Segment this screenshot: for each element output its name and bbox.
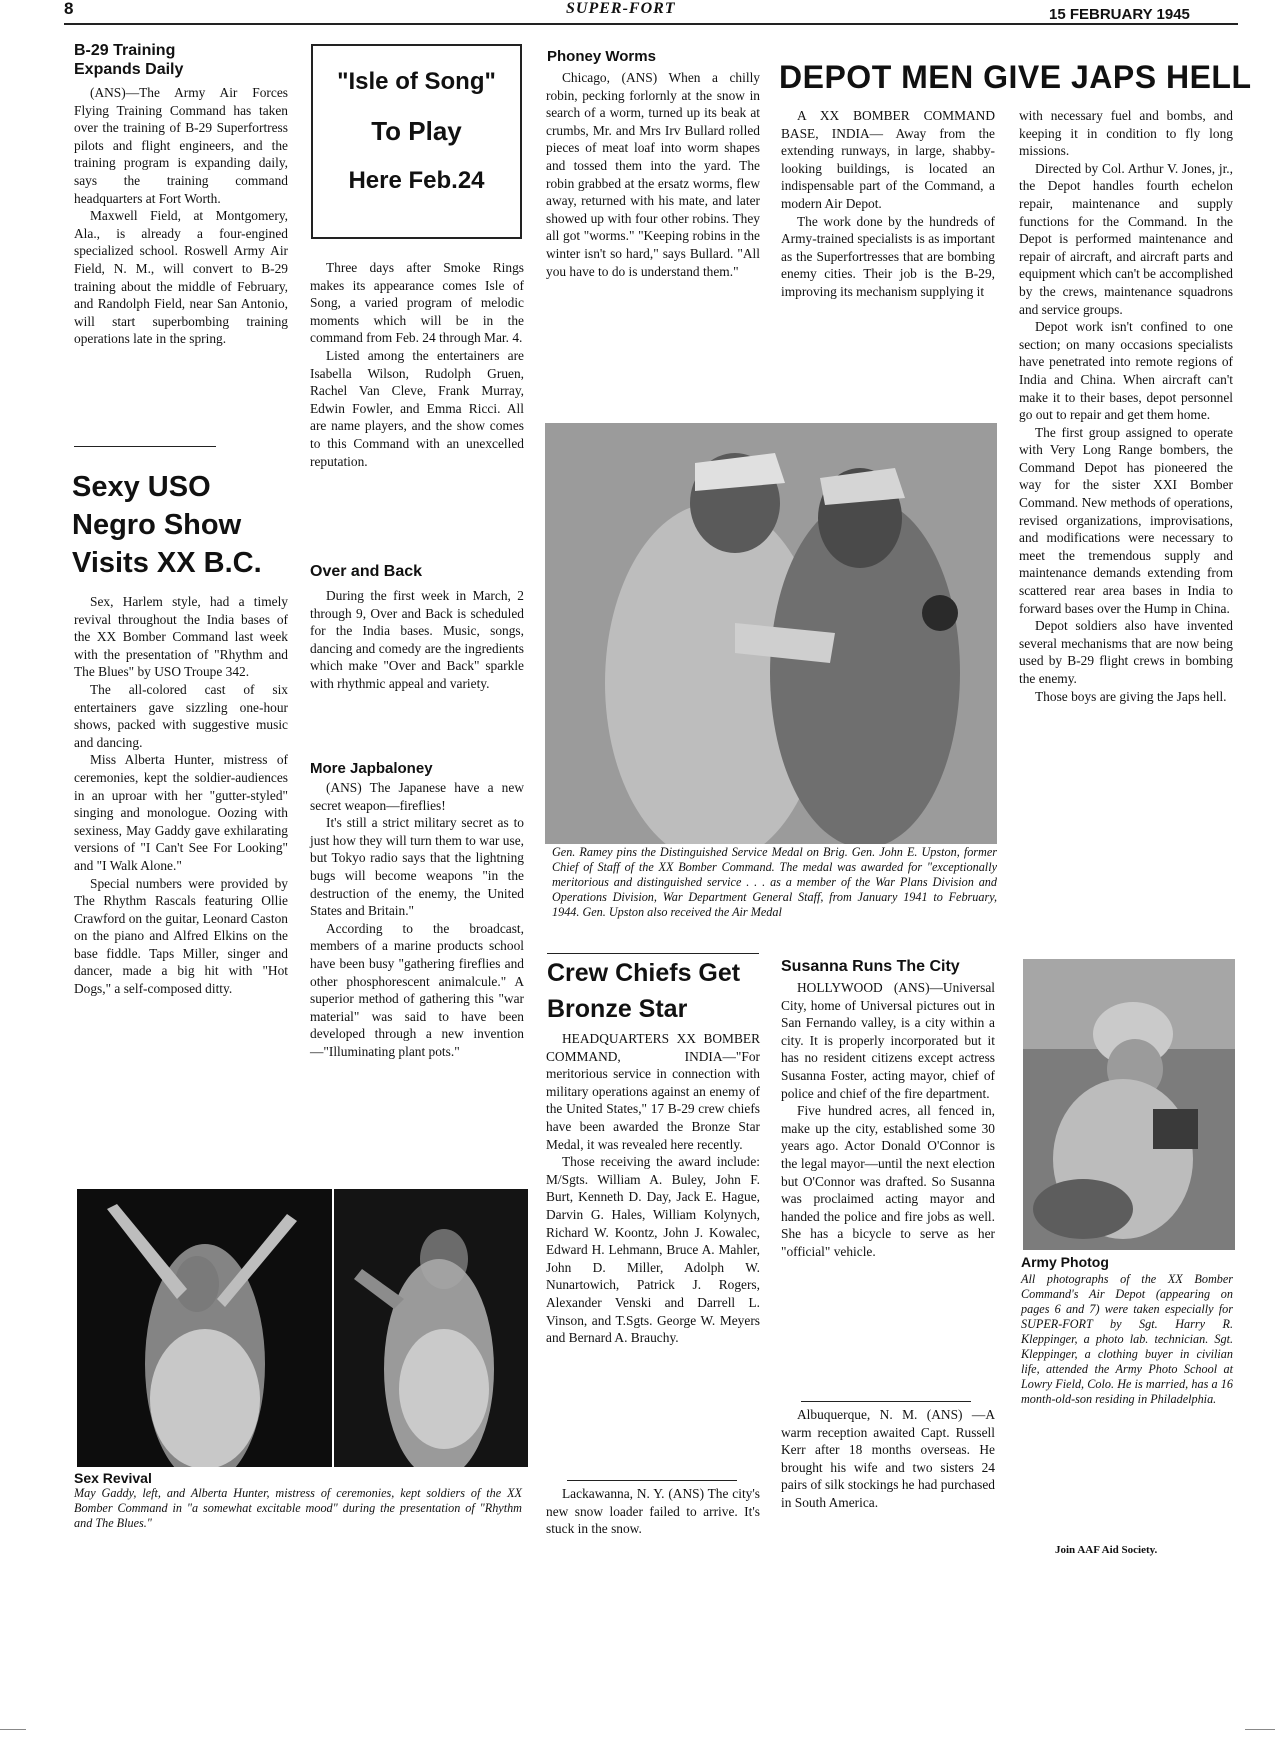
b29-article	[74, 84, 288, 348]
army-photog-caption: All photographs of the XX Bomber Command's Air Depot (appearing on pages 6 and 7) were taken especially for SUPER-FORT by Sgt. Harry R. Kleppinger, a photo lab. technician. Sgt. Kleppinger, a clothing buyer in civilian life, attended the Army Photo School at Lowry Field, Colo. He is married, has a 16 month-old-son residing in Philadelphia.	[1021, 1272, 1233, 1406]
depot-article-col2	[1019, 107, 1233, 705]
over-back-article	[310, 587, 524, 693]
paragraph: Directed by Col. Arthur V. Jones, jr., the Depot handles fourth echelon repair, maintenance and supply functions for the Command. In the Depot is performed maintenance and repair of aircraft, and aircraft parts and equipment which can't be accomplished by the crews, maintenance squadrons and service groups.	[1019, 160, 1233, 317]
paragraph: Five hundred acres, all fenced in, make up the city, established some 30 years ago. Actor Donald O'Connor is the legal mayor—until the next election but O'Connor was drafted. So Susanna was proclaimed acting mayor and handed the police and fire jobs as well. She has a bicycle to serve as her "official" vehicle.	[781, 1103, 995, 1259]
uso-article	[74, 593, 288, 998]
masthead-rule	[64, 23, 1238, 25]
box-line: "Isle of Song"	[337, 68, 496, 95]
paragraph: HEADQUARTERS XX BOMBER COMMAND, INDIA—"For meritorious service in connection with military operations against an enemy of the United States," 17 B-29 crew chiefs have been awarded the Bronze Star Medal, it was revealed here recently.	[546, 1031, 760, 1152]
paragraph: Three days after Smoke Rings makes its appearance comes Isle of Song, a varied program of melodic moments which will be in the command from Feb. 24 through Mar. 4.	[310, 260, 524, 346]
edge-mark	[1245, 1729, 1275, 1730]
paragraph: Those receiving the award include: M/Sgts. William A. Buley, John F. Burt, Kenneth D. Day, Jack E. Hague, Darvin G. Hales, William Kolynych, Richard W. Koontz, John J. Kowalec, Edward H. Lehmann, Bruce A. Mahler, John D. Miller, Adolph W. Nunartowich, Patrick J. Rogers, Alexander Venski and Darrell L. Vinson, and T.Sgts. George W. Meyers and Bernard A. Brauchy.	[546, 1154, 760, 1346]
column-rule	[567, 1480, 737, 1481]
paragraph: A XX BOMBER COMMAND BASE, INDIA— Away from the extending runways, in large, shabby-looking buildings, is located an indispensable part of the Command, a modern Air Depot.	[781, 108, 995, 211]
photo-army-photog	[1023, 959, 1235, 1250]
box-line: To Play	[371, 116, 462, 146]
lackawanna-article	[546, 1485, 760, 1538]
paragraph: Albuquerque, N. M. (ANS) —A warm reception awaited Capt. Russell Kerr after 18 months overseas. He brought his wife and two sisters 24 pairs of silk stockings he had purchased in South America.	[781, 1407, 995, 1510]
column-rule	[74, 446, 216, 447]
issue-date: 15 FEBRUARY 1945	[1049, 6, 1190, 23]
paragraph: Listed among the entertainers are Isabella Wilson, Rudolph Gruen, Rachel Van Cleve, Frank Murray, Edwin Fowler, and Emma Ricci. All are name players, and the show comes to this Command with an unexcelled reputation.	[310, 347, 524, 469]
crew-article	[546, 1030, 760, 1347]
susanna-headline: Susanna Runs The City	[781, 958, 960, 975]
paragraph: The all-colored cast of six entertainers gave sizzling one-hour shows, packed with suggestive music and dancing.	[74, 681, 288, 750]
photo-ramey-medal	[545, 423, 997, 844]
isle-article	[310, 259, 524, 470]
photo-alberta-hunter	[334, 1189, 528, 1467]
paper-name: SUPER-FORT	[566, 0, 676, 17]
sex-revival-title: Sex Revival	[74, 1470, 152, 1486]
paragraph: Chicago, (ANS) When a chilly robin, pecking forlornly at the snow in search of a worm, turned up its beak at crumbs, Mr. and Mrs Irv Bullard rolled pieces of meat loaf into worm shapes and tossed them into the yard. The robin grabbed at the ersatz worms, flew away, returned with his mate, and later showed up with four other robins. They all got "worms." "Keeping robins in the winter isn't so hard," says Bullard. "All you have to do is understand them."	[546, 70, 760, 279]
phoney-headline: Phoney Worms	[547, 48, 656, 65]
paragraph: Those boys are giving the Japs hell.	[1035, 688, 1227, 704]
footer-note: Join AAF Aid Society.	[1055, 1544, 1158, 1556]
paragraph: Lackawanna, N. Y. (ANS) The city's new snow loader failed to arrive. It's stuck in the snow.	[546, 1486, 760, 1537]
ramey-caption: Gen. Ramey pins the Distinguished Service Medal on Brig. Gen. John E. Upston, former Chief of Staff of the XX Bomber Command. The medal was awarded for "exceptionally meritorious and distinguished service . . . as a member of the War Plans Division and Operations Division, War Department General Staff, from January 1941 to February, 1944. Gen. Upston also received the Air Medal	[552, 845, 997, 919]
paragraph: Maxwell Field, at Montgomery, Ala., is already a four-engined specialized school. Roswell Army Air Field, N. M., will convert to B-29 training about the middle of February, and Randolph Field, near San Antonio, will start superbombing training operations late in the spring.	[74, 208, 288, 347]
column-rule	[801, 1401, 971, 1402]
paragraph: Special numbers were provided by The Rhythm Rascals featuring Ollie Crawford on the guitar, Leonard Caston on the piano and Alfred Elkins on the base fiddle. Taps Miller, singer and dancer, made a big hit with "Hot Dogs," a self-composed ditty.	[74, 875, 288, 997]
uso-headline: Sexy USO Negro Show Visits XX B.C.	[72, 471, 262, 579]
paragraph: with necessary fuel and bombs, and keeping it in condition to fly long missions.	[1019, 108, 1233, 159]
japbaloney-headline: More Japbaloney	[310, 760, 433, 777]
isle-of-song-box	[311, 44, 522, 239]
japbaloney-article	[310, 779, 524, 1061]
paragraph: Miss Alberta Hunter, mistress of ceremonies, kept the soldier-audiences in an uproar with her "gutter-styled" singing and monologue. Oozing with sexiness, May Gaddy gave exhilarating versions of "I Can't See For Looking" and "I Walk Alone."	[74, 752, 288, 873]
albuquerque-article	[781, 1406, 995, 1512]
paragraph: HOLLYWOOD (ANS)—Universal City, home of Universal pictures out in San Fernando valley, is a city within a city. It is properly incorporated but it has no resident citizens except actress Susanna Foster, acting mayor, chief of police and chief of the fire department.	[781, 980, 995, 1101]
box-line: Here Feb.24	[348, 167, 485, 194]
paragraph: (ANS) The Japanese have a new secret weapon—fireflies!	[310, 780, 524, 813]
paragraph: Depot work isn't confined to one section; on many occasions specialists have penetrated into remote regions of India and China. When aircraft can't make it to their bases, depot personnel go out to repair and get them home.	[1019, 319, 1233, 423]
edge-mark	[0, 1729, 26, 1730]
paragraph: It's still a strict military secret as to just how they will turn them to war use, but Tokyo radio says that the lightning bugs will become weapons "in the destruction of the enemy, the United States and Britain."	[310, 815, 524, 919]
photo-may-gaddy	[77, 1189, 332, 1467]
paragraph: (ANS)—The Army Air Forces Flying Training Command has taken over the training of B-29 Superfortress pilots and flight engineers, and the training program is expanding daily, says the training command headquarters at Fort Worth.	[74, 85, 288, 206]
paragraph: According to the broadcast, members of a marine products school have been busy "gathering fireflies and other phosphorescent animalcule." A superior method of gathering this "war material" was said to have been developed through a new invention—"Illuminating plant pots."	[310, 920, 524, 1059]
b29-headline: B-29 Training Expands Daily	[74, 42, 184, 78]
column-rule	[547, 953, 759, 954]
army-photog-title: Army Photog	[1021, 1254, 1109, 1270]
page-number: 8	[64, 0, 74, 18]
paragraph: The first group assigned to operate with Very Long Range bombers, the Command Depot has pioneered the way for the sister XXI Bomber Command. New methods of operations, revised organizations, improvisations, and modifications were necessary to meet the tremendous supply and maintenance demands extending from scattered rear area bases in India to forward bases over the Hump in China.	[1019, 424, 1233, 616]
paragraph: During the first week in March, 2 through 9, Over and Back is scheduled for the India bases. Music, songs, dancing and comedy are the ingredients which make "Over and Back" sparkle with rhythmic appeal and variety.	[310, 588, 524, 691]
crew-headline: Crew Chiefs Get Bronze Star	[547, 959, 741, 1023]
depot-article-col1	[781, 107, 995, 301]
phoney-article	[546, 69, 760, 280]
sex-revival-caption: May Gaddy, left, and Alberta Hunter, mistress of ceremonies, kept soldiers of the XX Bomber Command in "a somewhat excitable mood" during the presentation of "Rhythm and The Blues."	[74, 1486, 522, 1530]
susanna-article	[781, 979, 995, 1261]
paragraph: Sex, Harlem style, had a timely revival throughout the India bases of the XX Bomber Command last week with the presentation of "Rhythm and The Blues" by USO Troupe 342.	[74, 594, 288, 680]
depot-headline: DEPOT MEN GIVE JAPS HELL	[779, 59, 1252, 95]
paragraph: The work done by the hundreds of Army-trained specialists is as important as the Superfortresses that are bombing enemy cities. Their job is the B-29, improving its mechanism supplying it	[781, 213, 995, 299]
over-back-headline: Over and Back	[310, 563, 423, 580]
paragraph: Depot soldiers also have invented several mechanisms that are now being used by B-29 flight crews in bombing the enemy.	[1019, 618, 1233, 686]
